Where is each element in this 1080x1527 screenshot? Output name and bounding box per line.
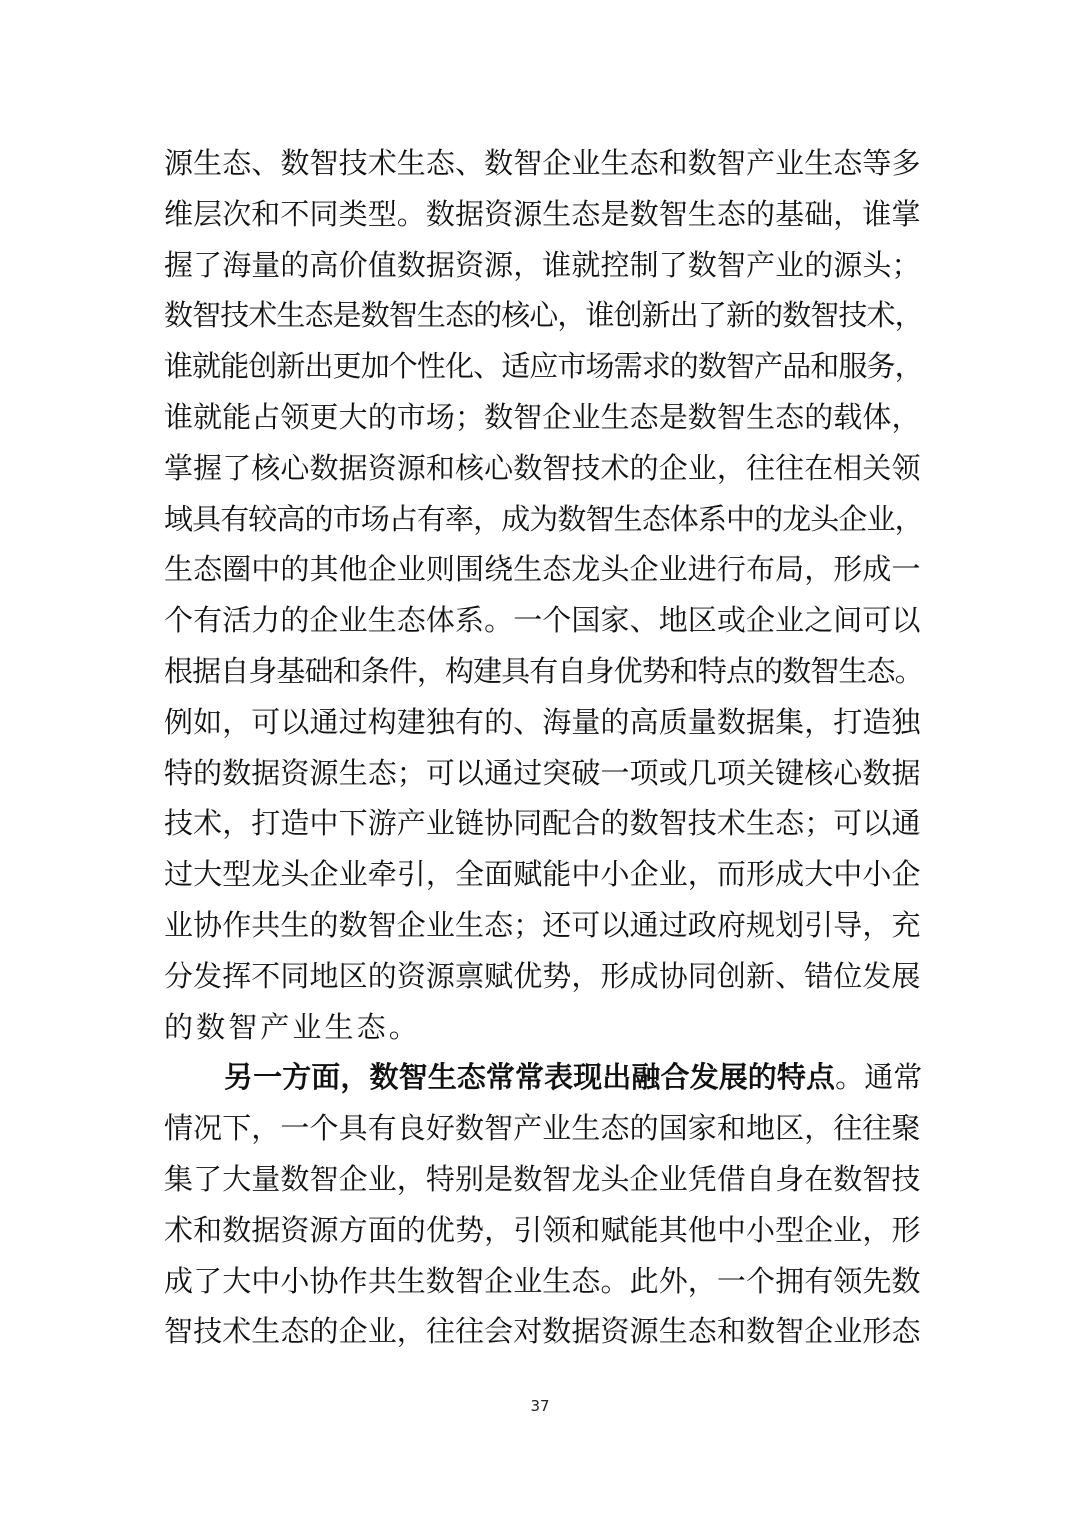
text-line: 集了大量数智企业，特别是数智龙头企业凭借自身在数智技 — [164, 1161, 921, 1196]
text-line: 的数智产业生态。 — [164, 1009, 421, 1044]
text-line: 过大型龙头企业牵引，全面赋能中小企业，而形成大中小企 — [164, 857, 921, 892]
text-line: 分发挥不同地区的资源禀赋优势，形成协同创新、错位发展 — [164, 958, 921, 993]
text-line: 谁就能创新出更加个性化、适应市场需求的数智产品和服务， — [164, 349, 923, 384]
text-line: 智技术生态的企业，往往会对数据资源生态和数智企业形态 — [164, 1314, 921, 1349]
text-line: 例如，可以通过构建独有的、海量的高质量数据集，打造独 — [164, 704, 921, 739]
text-line: 个有活力的企业生态体系。一个国家、地区或企业之间可以 — [164, 603, 921, 638]
bold-lead-sentence: 另一方面，数智生态常常表现出融合发展的特点 — [224, 1060, 836, 1095]
text-line: 术和数据资源方面的优势，引领和赋能其他中小型企业，形 — [164, 1212, 921, 1247]
text-line: 成了大中小协作共生数智企业生态。此外，一个拥有领先数 — [164, 1263, 921, 1298]
page-number: 37 — [530, 1397, 550, 1415]
paragraph-2-first-line — [164, 1052, 924, 1103]
text-line: 情况下，一个具有良好数智产业生态的国家和地区，往往聚 — [164, 1111, 921, 1146]
text-line: 谁就能占领更大的市场；数智企业生态是数智生态的载体， — [164, 399, 921, 434]
text-line: 源生态、数智技术生态、数智企业生态和数智产业生态等多 — [164, 146, 921, 180]
text-line: 数智技术生态是数智生态的核心，谁创新出了新的数智技术， — [164, 298, 923, 333]
text-line: 维层次和不同类型。数据资源生态是数智生态的基础，谁掌 — [164, 196, 921, 231]
paragraph-1 — [164, 138, 924, 1052]
paragraph-2 — [164, 1052, 924, 1357]
text-line: 特的数据资源生态；可以通过突破一项或几项关键核心数据 — [164, 755, 921, 790]
text-line: 握了海量的高价值数据资源，谁就控制了数智产业的源头； — [164, 247, 921, 282]
first-line-rest: 。通常 — [835, 1060, 923, 1095]
text-line: 根据自身基础和条件，构建具有自身优势和特点的数智生态。 — [164, 653, 923, 688]
text-line: 技术，打造中下游产业链协同配合的数智技术生态；可以通 — [164, 806, 921, 841]
text-line: 业协作共生的数智企业生态；还可以通过政府规划引导，充 — [164, 907, 921, 942]
text-line: 生态圈中的其他企业则围绕生态龙头企业进行布局，形成一 — [164, 552, 921, 587]
page-body — [164, 138, 924, 1357]
text-line: 掌握了核心数据资源和核心数智技术的企业，往往在相关领 — [164, 450, 921, 485]
text-line: 域具有较高的市场占有率，成为数智生态体系中的龙头企业， — [164, 501, 923, 536]
